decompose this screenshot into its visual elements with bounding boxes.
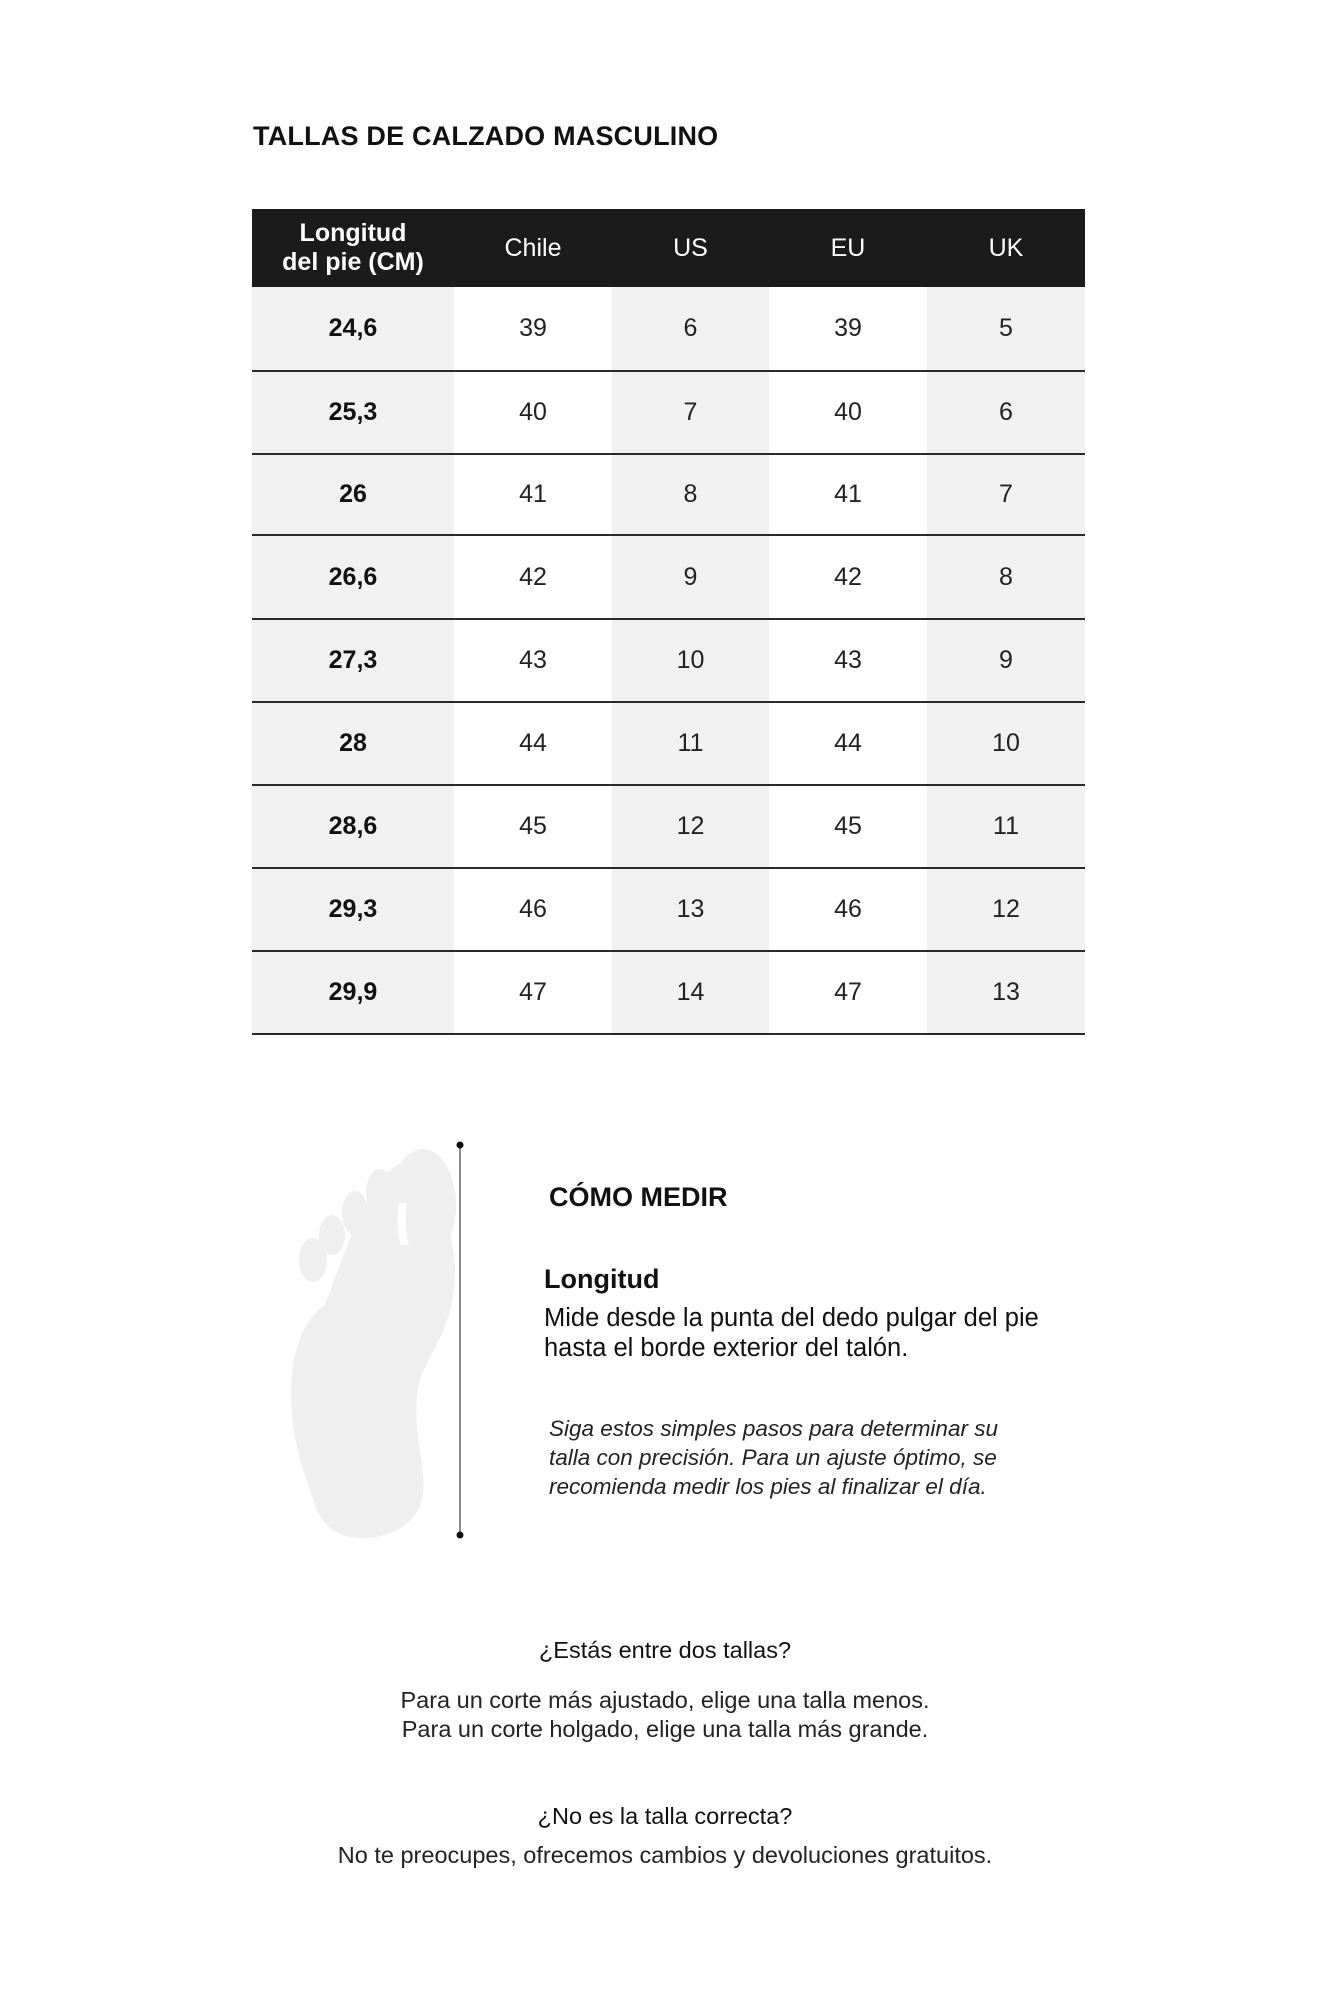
cell-foot-length: 29,9 xyxy=(252,951,454,1034)
cell-uk: 6 xyxy=(927,371,1085,454)
table-row xyxy=(252,702,1085,785)
table-row xyxy=(252,535,1085,619)
cell-eu: 43 xyxy=(769,619,927,702)
length-description: Mide desde la punta del dedo pulgar del pie hasta el borde exterior del talón. xyxy=(544,1304,1039,1362)
page-title: TALLAS DE CALZADO MASCULINO xyxy=(253,121,719,151)
header-chile: Chile xyxy=(454,209,612,287)
cell-uk: 8 xyxy=(927,535,1085,619)
cell-eu: 44 xyxy=(769,702,927,785)
length-title: Longitud xyxy=(544,1264,660,1294)
cell-uk: 11 xyxy=(927,785,1085,868)
cell-chile: 40 xyxy=(454,371,612,454)
cell-us: 9 xyxy=(612,535,769,619)
table-row xyxy=(252,868,1085,951)
cell-us: 12 xyxy=(612,785,769,868)
cell-eu: 39 xyxy=(769,287,927,371)
cell-uk: 7 xyxy=(927,454,1085,535)
cell-foot-length: 26,6 xyxy=(252,535,454,619)
header-us: US xyxy=(612,209,769,287)
how-to-measure-title: CÓMO MEDIR xyxy=(549,1182,728,1212)
cell-chile: 41 xyxy=(454,454,612,535)
cell-foot-length: 26 xyxy=(252,454,454,535)
cell-us: 14 xyxy=(612,951,769,1034)
header-foot-length: Longitud del pie (CM) xyxy=(252,209,454,287)
measure-line-icon xyxy=(450,1135,470,1545)
header-eu: EU xyxy=(769,209,927,287)
table-row xyxy=(252,371,1085,454)
size-table xyxy=(252,209,1085,1035)
table-row xyxy=(252,287,1085,371)
cell-us: 13 xyxy=(612,868,769,951)
cell-uk: 5 xyxy=(927,287,1085,371)
cell-chile: 45 xyxy=(454,785,612,868)
cell-eu: 40 xyxy=(769,371,927,454)
foot-illustration xyxy=(285,1135,475,1545)
wrong-size-answer: No te preocupes, ofrecemos cambios y devoluciones gratuitos. xyxy=(337,1842,993,1868)
cell-foot-length: 27,3 xyxy=(252,619,454,702)
table-header-row xyxy=(252,209,1085,287)
cell-foot-length: 29,3 xyxy=(252,868,454,951)
cell-uk: 12 xyxy=(927,868,1085,951)
table-row xyxy=(252,785,1085,868)
cell-foot-length: 28 xyxy=(252,702,454,785)
table-row xyxy=(252,619,1085,702)
cell-uk: 13 xyxy=(927,951,1085,1034)
wrong-size-question: ¿No es la talla correcta? xyxy=(537,1803,793,1829)
cell-chile: 44 xyxy=(454,702,612,785)
foot-outline-icon xyxy=(285,1135,475,1545)
header-uk: UK xyxy=(927,209,1085,287)
measure-tip: Siga estos simples pasos para determinar su talla con precisión. Para un ajuste óptimo, se recomienda medir los pies al finalizar el día. xyxy=(549,1416,998,1499)
between-sizes-answer: Para un corte más ajustado, elige una talla menos. Para un corte holgado, elige una talla más grande. xyxy=(400,1687,930,1742)
cell-us: 10 xyxy=(612,619,769,702)
cell-chile: 42 xyxy=(454,535,612,619)
cell-foot-length: 28,6 xyxy=(252,785,454,868)
cell-chile: 39 xyxy=(454,287,612,371)
cell-uk: 10 xyxy=(927,702,1085,785)
cell-chile: 43 xyxy=(454,619,612,702)
cell-eu: 47 xyxy=(769,951,927,1034)
cell-us: 7 xyxy=(612,371,769,454)
cell-us: 6 xyxy=(612,287,769,371)
cell-us: 11 xyxy=(612,702,769,785)
table-row xyxy=(252,951,1085,1034)
between-sizes-question: ¿Estás entre dos tallas? xyxy=(538,1637,792,1663)
table-row xyxy=(252,454,1085,535)
cell-chile: 47 xyxy=(454,951,612,1034)
cell-uk: 9 xyxy=(927,619,1085,702)
cell-us: 8 xyxy=(612,454,769,535)
cell-eu: 45 xyxy=(769,785,927,868)
cell-foot-length: 24,6 xyxy=(252,287,454,371)
cell-chile: 46 xyxy=(454,868,612,951)
cell-eu: 41 xyxy=(769,454,927,535)
cell-eu: 42 xyxy=(769,535,927,619)
cell-foot-length: 25,3 xyxy=(252,371,454,454)
cell-eu: 46 xyxy=(769,868,927,951)
